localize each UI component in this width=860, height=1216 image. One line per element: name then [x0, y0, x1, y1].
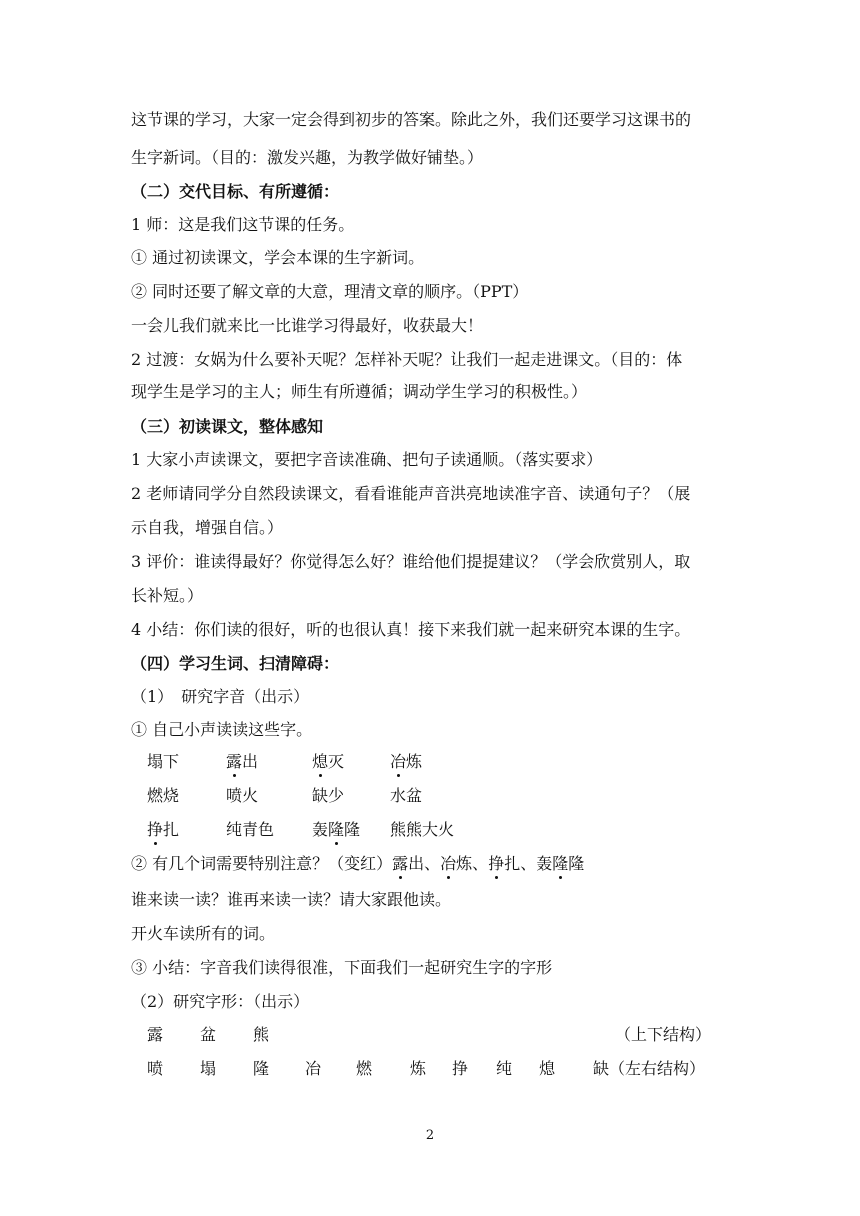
word: 挣扎 [147, 820, 180, 839]
word: 轰隆隆 [312, 820, 361, 839]
char: 炼 [410, 1059, 427, 1078]
paragraph-line: 现学生是学习的主人；师生有所遵循；调动学生学习的积极性。） [131, 382, 588, 401]
paragraph-line: （1） 研究字音（出示） [131, 687, 310, 706]
word: 塌下 [147, 752, 180, 771]
word: 缺少 [312, 786, 345, 805]
word: 冶炼 [390, 752, 423, 771]
char: 冶 [305, 1059, 322, 1078]
structure-label: （上下结构） [615, 1025, 712, 1044]
paragraph-line: ① 通过初读课文，学会本课的生字新词。 [131, 248, 425, 267]
paragraph-line: 生字新词。（目的：激发兴趣，为教学做好铺垫。） [131, 148, 484, 167]
word-row [0, 786, 860, 810]
paragraph-line: 一会儿我们就来比一比谁学习得最好，收获最大！ [131, 316, 484, 335]
char: 纯 [496, 1059, 513, 1078]
section-heading: （三）初读课文，整体感知 [131, 417, 324, 436]
char: 熄 [539, 1059, 556, 1078]
char: 挣 [452, 1059, 469, 1078]
word: 熄灭 [312, 752, 345, 771]
word: 燃烧 [147, 786, 180, 805]
note-prefix: ② 有几个词需要特别注意？（变红） [131, 854, 393, 873]
paragraph-line: 长补短。） [131, 586, 204, 605]
word: 水盆 [390, 786, 423, 805]
word: 喷火 [226, 786, 259, 805]
paragraph-line: 这节课的学习，大家一定会得到初步的答案。除此之外，我们还要学习这课书的 [131, 110, 692, 129]
word: 熊熊大火 [390, 820, 455, 839]
paragraph-line: 开火车读所有的词。 [131, 924, 276, 943]
char: 缺 [593, 1059, 610, 1078]
paragraph-line: 1 师：这是我们这节课的任务。 [131, 215, 355, 234]
section-heading: （四）学习生词、扫清障碍： [131, 654, 340, 673]
word-row [0, 752, 860, 776]
char: 燃 [356, 1059, 373, 1078]
paragraph-line: ① 自己小声读读这些字。 [131, 720, 313, 739]
paragraph-line: 3 评价：谁读得最好？你觉得怎么好？谁给他们提提建议？（学会欣赏别人，取 [131, 552, 691, 571]
structure-label: （左右结构） [609, 1059, 706, 1078]
paragraph-line: 谁来读一读？谁再来读一读？请大家跟他读。 [131, 890, 452, 909]
paragraph-line: （2）研究字形：（出示） [131, 992, 310, 1011]
section-heading: （二）交代目标、有所遵循： [131, 182, 340, 201]
word: 露出 [226, 752, 259, 771]
paragraph-line: 示自我，增强自信。） [131, 518, 284, 537]
char: 熊 [253, 1025, 270, 1044]
word: 纯青色 [226, 820, 275, 839]
char: 喷 [147, 1059, 164, 1078]
paragraph-line: ③ 小结：字音我们读得很准，下面我们一起研究生字的字形 [131, 958, 553, 977]
structure-row-top-bottom [0, 1025, 860, 1049]
paragraph-line: ② 同时还要了解文章的大意，理清文章的顺序。（PPT） [131, 282, 529, 301]
paragraph-line: 1 大家小声读课文，要把字音读准确、把句子读通顺。（落实要求） [131, 450, 603, 469]
structure-row-left-right [0, 1059, 860, 1083]
page-number: 2 [425, 1128, 435, 1143]
char: 隆 [253, 1059, 270, 1078]
char: 露 [147, 1025, 164, 1044]
note-line: ② 有几个词需要特别注意？（变红）露出、冶炼、挣扎、轰隆隆 [131, 854, 585, 873]
char: 盆 [200, 1025, 217, 1044]
word-row [0, 820, 860, 844]
paragraph-line: 4 小结：你们读的很好，听的也很认真！接下来我们就一起来研究本课的生字。 [131, 620, 691, 639]
paragraph-line: 2 过渡：女娲为什么要补天呢？怎样补天呢？让我们一起走进课文。（目的：体 [131, 350, 683, 369]
paragraph-line: 2 老师请同学分自然段读课文，看看谁能声音洪亮地读准字音、读通句子？（展 [131, 484, 691, 503]
char: 塌 [200, 1059, 217, 1078]
